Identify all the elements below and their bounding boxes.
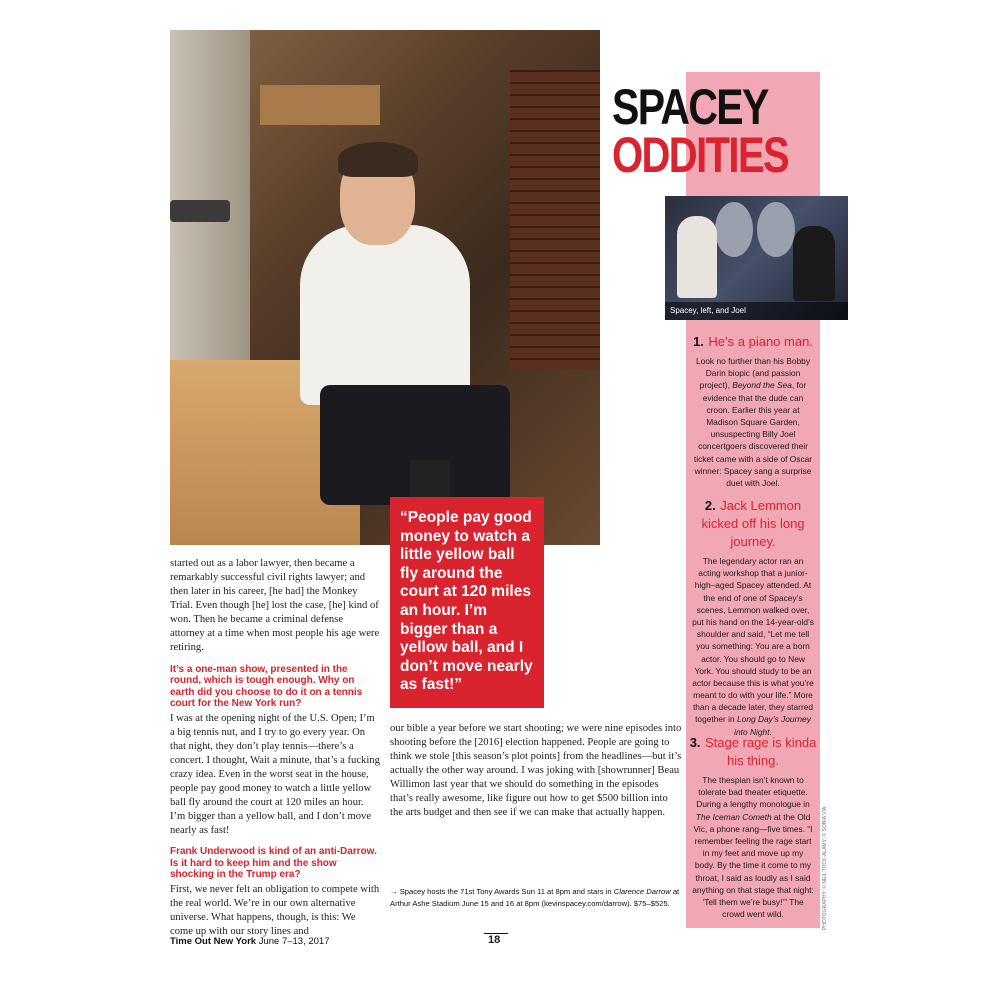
oddity-title-italic: Beyond the Sea [732, 380, 792, 391]
photo-credit: PHOTOGRAPHY: © NEIL TOCK-ALAMY; © SONIA VIA [822, 806, 828, 930]
article-paragraph: I was at the opening night of the U.S. Open; I’m a big tennis nut, and I try to go every year. On that night, they don’t play tennis—there’s a concert. I thought, Wait a minute, that’s a fucking crazy idea. Even in the worst seat in the house, people pay good money to watch a little yellow ball fly around the court at 120 miles an hour. I’m bigger than a yellow ball, and I don’t move nearly as fast! [170, 712, 380, 837]
oddity-body [686, 774, 820, 920]
inset-photo [665, 196, 848, 320]
title-line-1: SPACEY [612, 79, 768, 135]
person-spacey [677, 216, 717, 298]
inset-caption: Spacey, left, and Joel [665, 302, 848, 320]
oddity-text: , for evidence that the dude can croon. Earlier this year at Madison Square Garden, unsuspecting Billy Joel concertgoers discovered their ticket came with a side of Oscar winner: Spacey sang a surprise duet with Joel. [693, 380, 813, 488]
article-paragraph: started out as a labor lawyer, then became a remarkably successful civil rights lawyer; and then later in his career, [he had] the Monkey Trial. Even though [he] lost the case, [he] kind of won. Then he became a criminal defense attorney at a time when most people his age were retiring. [170, 558, 380, 654]
drum [715, 202, 753, 257]
oddity-body [686, 355, 820, 489]
article-paragraph: First, we never felt an obligation to compete with the real world. We’re in our own alternative universe. What happens, though, is this: We come up with our story lines and [170, 883, 380, 937]
info-title-italic: Clarence Darrow [613, 887, 671, 896]
oddity-number: 1. [693, 334, 704, 349]
white-shirt [300, 225, 470, 405]
magazine-name: Time Out New York [170, 936, 257, 947]
person-joel [793, 226, 835, 301]
oddity-title: He’s a piano man. [708, 334, 813, 349]
article-paragraph: our bible a year before we start shooting; we were nine episodes into shooting before the [2016] election happened. People are going to think we stole [this season’s plot points] from the headlines—but it’s actually the other way around. I was joking with [showrunner] Beau Willimon last year that we should do something in the episodes that’s really awesome, like figure out how to get $500 billion into the arts budget and then see if we can make that actually happen. [390, 723, 682, 819]
title-line-2: ODDITIES [612, 126, 789, 183]
info-text: → Spacey hosts the 71st Tony Awards Sun 11 at 8pm and stars in [390, 887, 614, 896]
footer-magazine [170, 936, 330, 947]
page-number: 18 [488, 934, 501, 946]
main-photo [170, 30, 600, 545]
mail-cubbies [510, 70, 600, 370]
pull-quote: “People pay good money to watch a little yellow ball fly around the court at 120 miles an hour. I’m bigger than a yellow ball, and I don’t move nearly as fast!” [390, 497, 544, 708]
oddity-2 [686, 497, 820, 738]
oddity-title: Jack Lemmon kicked off his long journey. [701, 498, 805, 549]
hair [338, 142, 418, 177]
info-text: at Arthur Ashe Stadium June 15 and 16 at 8pm (kevinspacey.com/darrow). $75–$525. [390, 887, 680, 908]
issue-date: June 7–13, 2017 [256, 936, 330, 947]
oddity-title-italic: The Iceman Cometh [695, 811, 772, 822]
oddity-number: 2. [704, 498, 716, 513]
oddity-text: The legendary actor ran an acting workshop that a junior-high–aged Spacey attended. At the end of one of Spacey’s scenes, Lemmon walked over, put his hand on the 14-year-old’s shoulder and said, “Let me tell you something: You are a born actor. You should go to New York. You should study to be an actor because this is what you’re meant to do with your life.” More than a decade later, they starred together in [692, 556, 814, 725]
article-column-1 [170, 557, 380, 947]
drum [757, 202, 795, 257]
oddity-body [686, 555, 820, 738]
oddity-text: The thespian isn’t known to tolerate bad theater etiquette. During a lengthy monologue in [696, 775, 810, 810]
oddity-title-italic: Long Day’s Journey into Night [734, 714, 811, 737]
oddity-number: 3. [689, 735, 701, 750]
oddity-text: Look no further than his Bobby Darin biopic (and passion project), [695, 356, 811, 391]
oddity-text: at the Old Vic, a phone rang—five times. “I remember feeling the rage start in my feet and move up my body. By the time it come to my throat, I said as loudly as I said anything on that stage that night: ‘Tell them we’re busy!’” The crowd went wild. [692, 811, 814, 920]
article-column-2 [390, 722, 682, 829]
page-title [612, 79, 832, 183]
oddity-3 [686, 734, 820, 920]
oddity-text: . [769, 726, 772, 737]
oddity-1 [686, 333, 820, 489]
interview-question: Frank Underwood is kind of an anti-Darrow. Is it hard to keep him and the show shocking in the Trump era? [170, 846, 377, 881]
shelf [260, 85, 380, 125]
wall-phone [170, 200, 230, 222]
oddity-title: Stage rage is kinda his thing. [705, 735, 817, 768]
interview-question: It’s a one-man show, presented in the round, which is tough enough. Why on earth did you choose to do it on a tennis court for the New York run? [170, 663, 363, 710]
event-info [390, 886, 690, 910]
